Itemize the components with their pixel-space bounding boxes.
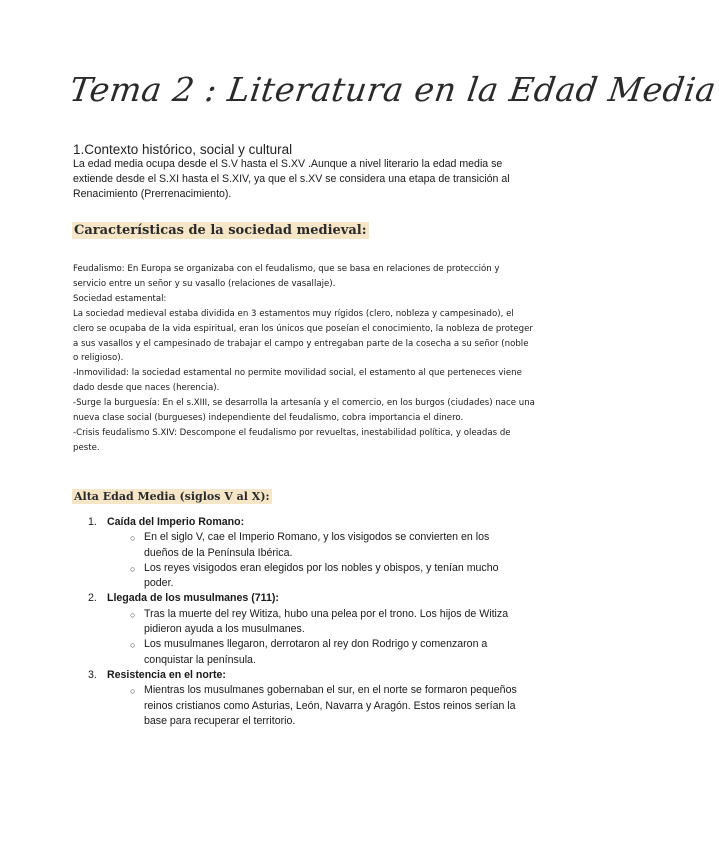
list-number: 1.: [88, 516, 97, 528]
list-item: [88, 515, 518, 591]
alta-list: [88, 515, 518, 729]
list-item-title: Llegada de los musulmanes (711):: [107, 592, 279, 605]
list-item: [88, 668, 518, 729]
bullet-list: [107, 607, 518, 668]
bullet-text: Los musulmanes llegaron, derrotaron al rey don Rodrigo y comenzaron a conquistar la península.: [144, 638, 488, 666]
context-heading: 1.Contexto histórico, social y cultural: [73, 142, 293, 157]
circle-bullet-icon: ○: [130, 640, 136, 651]
circle-bullet-icon: ○: [130, 609, 136, 620]
society-heading-text: Características de la sociedad medieval:: [74, 223, 367, 238]
circle-bullet-icon: ○: [130, 533, 136, 544]
circle-bullet-icon: ○: [130, 686, 136, 697]
page-title: Tema 2 : Literatura en la Edad Media: [67, 70, 719, 109]
paragraph-estamental: La sociedad medieval estaba dividida en 3 estamentos muy rígidos (clero, nobleza y campesinado), el clero se ocupaba de la vida espiritual, eran los únicos que poseían el conocimiento, la nobleza de proteger a sus vasallos y el campesinado de trabajar el campo y entregaban parte de la cosecha a su señor (noble o religioso).: [73, 308, 533, 364]
bullet-text: Los reyes visigodos eran elegidos por los nobles y obispos, y tenían mucho poder.: [144, 561, 499, 590]
alta-heading-text: Alta Edad Media (siglos V al X):: [74, 490, 270, 503]
bullet-item: [130, 530, 518, 561]
list-item-title: Caída del Imperio Romano:: [107, 516, 245, 528]
paragraph-inmovilidad: -Inmovilidad: la sociedad estamental no permite movilidad social, el estamento al que perteneces viene dado desde que naces (herencia).: [73, 368, 522, 394]
bullet-list: [107, 530, 518, 591]
list-item-title: Resistencia en el norte:: [107, 668, 226, 681]
list-number: 2.: [88, 592, 97, 605]
paragraph-feudalismo: Feudalismo: En Europa se organizaba con el feudalismo, que se basa en relaciones de protección y servicio entre un señor y su vasallo (relaciones de vasallaje).: [73, 264, 500, 289]
society-body: [73, 262, 535, 456]
bullet-list: [107, 683, 518, 729]
bullet-item: [130, 561, 518, 592]
bullet-text: En el siglo V, cae el Imperio Romano, y los visigodos se convierten en los dueños de la Península Ibérica.: [144, 531, 490, 559]
context-text: La edad media ocupa desde el S.V hasta el S.XV .Aunque a nivel literario la edad media se extiende desde el S.XI hasta el S.XIV, ya que el s.XV se considera una etapa de transición al Renacimiento (Prerrenacimiento).: [73, 158, 510, 200]
circle-bullet-icon: ○: [130, 563, 136, 574]
paragraph-burguesia: -Surge la burguesía: En el s.XIII, se desarrolla la artesanía y el comercio, en los burgos (ciudades) nace una nueva clase social (burgueses) independiente del feudalismo, cobra importancia el dinero.: [73, 398, 535, 424]
society-heading: [72, 223, 369, 238]
paragraph-estamental-label: Sociedad estamental:: [73, 293, 167, 304]
bullet-text: Mientras los musulmanes gobernaban el sur, en el norte se formaron pequeños reinos cristianos como Asturias, León, Navarra y Aragón. Estos reinos serían la base para recuperar el territorio.: [144, 684, 517, 727]
bullet-item: [130, 683, 518, 729]
alta-heading: [72, 490, 272, 503]
paragraph-crisis: -Crisis feudalismo S.XIV: Descompone el feudalismo por revueltas, inestabilidad política, y oleadas de peste.: [73, 427, 511, 453]
list-item: [88, 591, 518, 667]
list-number: 3.: [88, 668, 97, 681]
bullet-text: Tras la muerte del rey Witiza, hubo una pelea por el trono. Los hijos de Witiza pidieron ayuda a los musulmanes.: [144, 607, 509, 636]
bullet-item: [130, 637, 518, 668]
bullet-item: [130, 607, 518, 638]
